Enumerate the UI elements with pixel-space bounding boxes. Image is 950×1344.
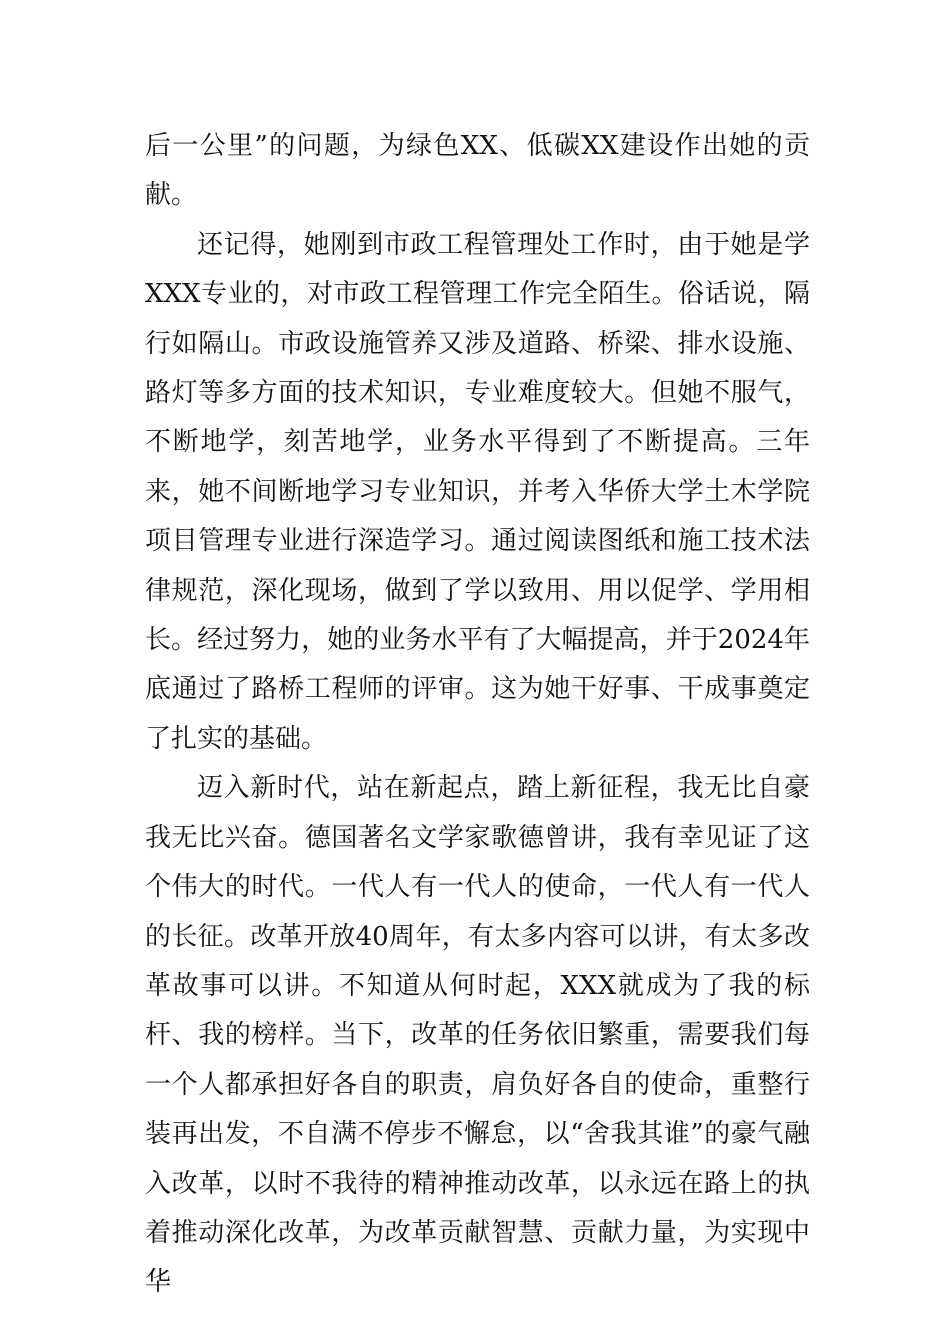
- document-body: [145, 122, 810, 1308]
- paragraph-continuation: 后一公里”的问题，为绿色XX、低碳XX建设作出她的贡献。: [145, 131, 810, 211]
- paragraph-new-era: 迈入新时代，站在新起点，踏上新征程，我无比自豪我无比兴奋。德国著名文学家歌德曾讲，我有幸见证了这个伟大的时代。一代人有一代人的使命，一代人有一代人的长征。改革开放40周年，有太多内容可以讲，有太多改革故事可以讲。不知道从何时起，XXX就成为了我的标杆、我的榜样。当下，改革的任务依旧繁重，需要我们每一个人都承担好各自的职责，肩负好各自的使命，重整行装再出发，不自满不停步不懈怠，以“舍我其谁”的豪气融入改革，以时不我待的精神推动改革，以永远在路上的执着推动深化改革，为改革贡献智慧、贡献力量，为实现中华: [145, 773, 810, 1298]
- paragraph-learning-story: 还记得，她刚到市政工程管理处工作时，由于她是学XXX专业的，对市政工程管理工作完全陌生。俗话说，隔行如隔山。市政设施管养又涉及道路、桥梁、排水设施、路灯等多方面的技术知识，专业难度较大。但她不服气，不断地学，刻苦地学，业务水平得到了不断提高。三年来，她不间断地学习专业知识，并考入华侨大学土木学院项目管理专业进行深造学习。通过阅读图纸和施工技术法律规范，深化现场，做到了学以致用、用以促学、学用相长。经过努力，她的业务水平有了大幅提高，并于2024年底通过了路桥工程师的评审。这为她干好事、干成事奠定了扎实的基础。: [145, 229, 810, 754]
